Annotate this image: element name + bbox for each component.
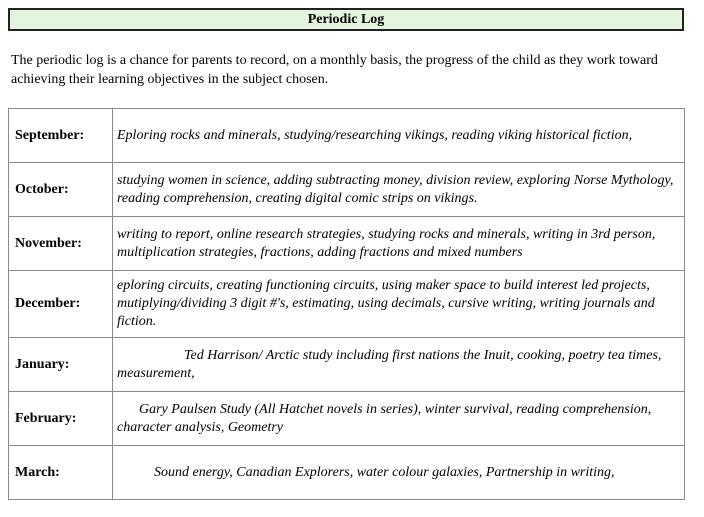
month-entry-text: Ted Harrison/ Arctic study including first nations the Inuit, cooking, poetry tea times, measurement,: [117, 347, 662, 381]
table-row: [9, 271, 685, 338]
intro-paragraph: The periodic log is a chance for parents to record, on a monthly basis, the progress of the child as they work toward achieving their learning objectives in the subject chosen.: [11, 53, 658, 87]
month-entry: Eploring rocks and minerals, studying/researching vikings, reading viking historical fiction,: [113, 109, 685, 163]
month-entry: studying women in science, adding subtracting money, division review, exploring Norse Mythology, reading comprehension, creating digital comic strips on vikings.: [113, 163, 685, 217]
month-label: December:: [9, 271, 113, 338]
month-entry: [113, 446, 685, 500]
month-label: March:: [9, 446, 113, 500]
month-entry-text: Sound energy, Canadian Explorers, water colour galaxies, Partnership in writing,: [154, 464, 615, 480]
periodic-log-table: [8, 108, 685, 500]
month-label: February:: [9, 392, 113, 446]
title-box: [8, 8, 684, 31]
month-entry: eploring circuits, creating functioning circuits, using maker space to build interest led projects, mutiplying/dividing 3 digit #'s, estimating, using decimals, cursive writing, writing journals and fiction.: [113, 271, 685, 338]
month-entry: writing to report, online research strategies, studying rocks and minerals, writing in 3rd person, multiplication strategies, fractions, adding fractions and mixed numbers: [113, 217, 685, 271]
month-label: October:: [9, 163, 113, 217]
month-label: September:: [9, 109, 113, 163]
month-label: January:: [9, 338, 113, 392]
table-row: [9, 338, 685, 392]
table-row: [9, 392, 685, 446]
month-entry: [113, 392, 685, 446]
month-entry: [113, 338, 685, 392]
month-entry-text: Gary Paulsen Study (All Hatchet novels in series), winter survival, reading comprehension, character analysis, Geometry: [117, 401, 652, 435]
table-row: [9, 109, 685, 163]
table-row: [9, 446, 685, 500]
month-label: November:: [9, 217, 113, 271]
table-row: [9, 217, 685, 271]
table-row: [9, 163, 685, 217]
page-title: Periodic Log: [307, 11, 385, 27]
